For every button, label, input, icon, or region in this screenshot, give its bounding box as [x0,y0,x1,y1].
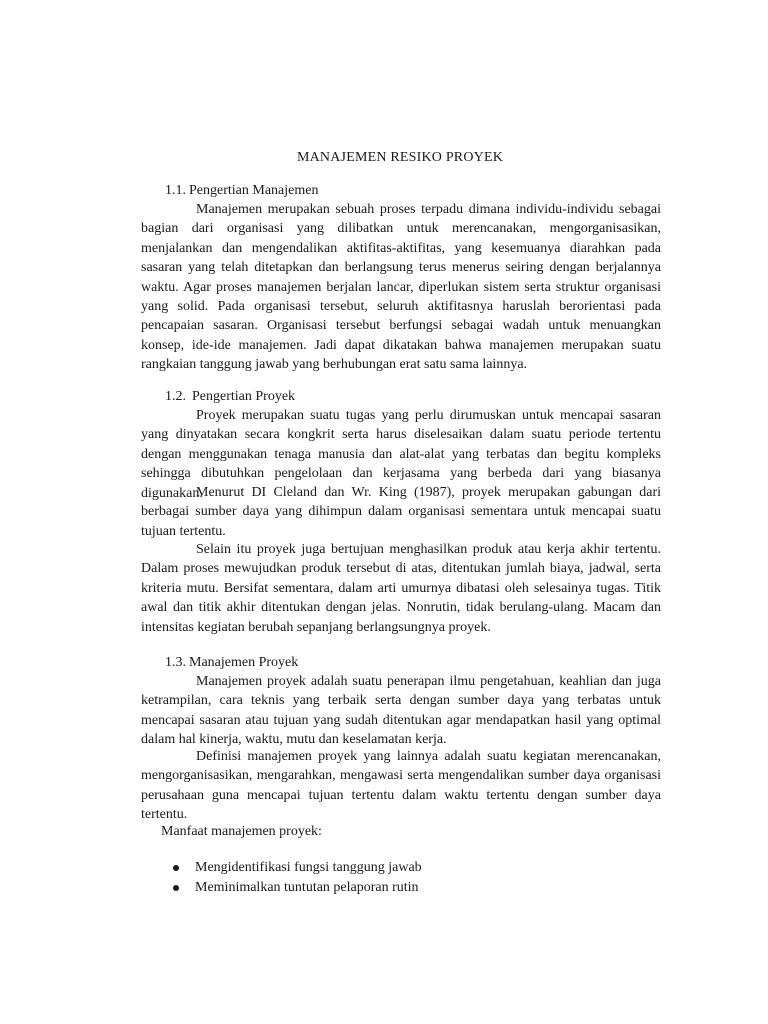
section-heading-1-2 [165,387,295,406]
list-item-text: Mengidentifikasi fungsi tanggung jawab [195,860,422,875]
section-number: 1.1. [165,183,186,198]
paragraph: Menurut DI Cleland dan Wr. King (1987), proyek merupakan gabungan dari berbagai sumber daya yang dihimpun dalam organisasi sementara untuk mencapai suatu tujuan tertentu. [141,485,661,539]
list-item-text: Meminimalkan tuntutan pelaporan rutin [195,880,419,895]
paragraph: Manajemen proyek adalah suatu penerapan ilmu pengetahuan, keahlian dan juga ketrampilan, cara teknis yang terbaik serta dengan sumber daya yang terbatas untuk mencapai sasaran atau tujuan yang sudah ditentukan agar mendapatkan hasil yang optimal dalam hal kinerja, waktu, mutu dan keselamatan kerja. [141,674,661,748]
section-title: Manajemen Proyek [189,655,299,670]
document-title: MANAJEMEN RESIKO PROYEK [296,150,504,165]
benefits-label: Manfaat manajemen proyek: [161,824,322,839]
list-item [170,858,422,878]
paragraph: Selain itu proyek juga bertujuan menghasilkan produk atau kerja akhir tertentu. Dalam proses mewujudkan produk tersebut di atas, ditentukan jumlah biaya, jadwal, serta kriteria mutu. Bersifat sementara, dalam arti umurnya dibatasi oleh selesainya tugas. Titik awal dan titik akhir ditentukan dengan jelas. Nonrutin, tidak berulang-ulang. Macam dan intensitas kegiatan berubah sepanjang berlangsungnya proyek. [141,542,661,635]
section-number: 1.3. [165,655,186,670]
paragraph: Manajemen merupakan sebuah proses terpadu dimana individu-individu sebagai bagian dari organisasi yang dilibatkan untuk merencanakan, mengorganisasikan, menjalankan dan mengendalikan aktifitas-aktifitas, yang kesemuanya diarahkan pada sasaran yang telah ditetapkan dan berlangsung terus menerus seiring dengan berjalannya waktu. Agar proses manajemen berjalan lancar, diperlukan sistem serta struktur organisasi yang solid. Pada organisasi tersebut, seluruh aktifitasnya haruslah berorientasi pada pencapaian sasaran. Organisasi tersebut berfungsi sebagai wadah untuk menuangkan konsep, ide-ide manajemen. Jadi dapat dikatakan bahwa manajemen merupakan suatu rangkaian tanggung jawab yang berhubungan erat satu sama lainnya. [141,202,661,373]
section-heading-1-3 [165,653,298,672]
list-item [170,878,422,898]
paragraph: Definisi manajemen proyek yang lainnya adalah suatu kegiatan merencanakan, mengorganisasikan, mengarahkan, mengawasi serta mengendalikan sumber daya organisasi perusahaan guna mencapai tujuan tertentu dalam waktu tertentu dengan sumber daya tertentu. [141,749,661,823]
benefits-list [170,858,422,898]
section-number: 1.2. [165,389,186,404]
bullet-icon [173,885,179,891]
section-title: Pengertian Proyek [192,389,296,404]
paragraph: Proyek merupakan suatu tugas yang perlu dirumuskan untuk mencapai sasaran yang dinyatakan secara kongkrit serta harus diselesaikan dalam suatu periode tertentu dengan menggunakan tenaga manusia dan alat-alat yang terbatas dan begitu kompleks sehingga dibutuhkan pengelolaan dan kerjasama yang berbeda dari yang biasanya digunakan. [141,408,661,501]
section-heading-1-1 [165,181,318,200]
section-title: Pengertian Manajemen [189,183,319,198]
bullet-icon [173,865,179,871]
